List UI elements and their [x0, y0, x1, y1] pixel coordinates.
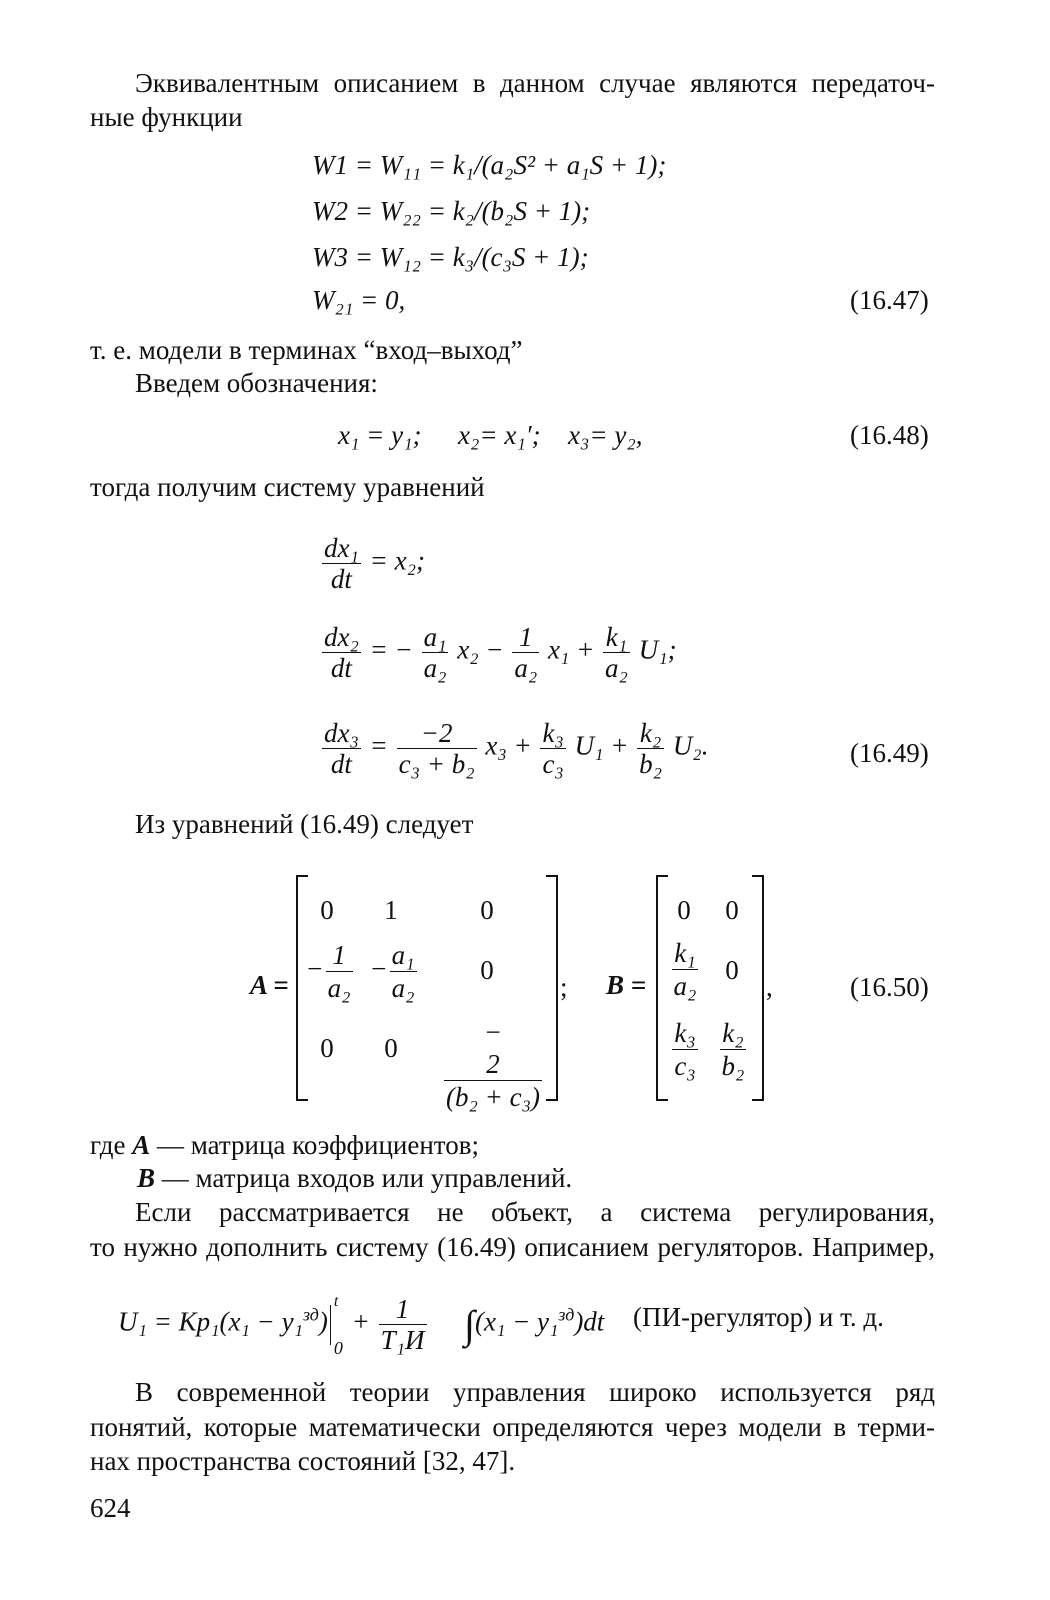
b31: $\frac{\text{k₃}}{\text{c₃}}$ — [674, 1018, 696, 1081]
eq-16-47-line-2: W2 = W₂₂ = k₂/(b₂S + 1); — [312, 196, 591, 226]
eq-16-49-line-3: $\frac{\text{dx₃}}{dt}$ = $\frac{-2}{\text{c₃ + b₂}}$ x₃ + $\frac{\text{k₃}}{\text{c₃}}$ U₁ + $\frac{\text{k₂}}{\text{b₂}}$ U₂. — [324, 718, 709, 779]
matrix-a-label: A = — [250, 970, 289, 1000]
page-number: 624 — [90, 1493, 131, 1523]
eq-16-47-line-3: W3 = W₁₂ = k₃/(c₃S + 1); — [312, 242, 589, 272]
intro-line-2: ные функции — [90, 102, 243, 132]
eq-16-49-line-2: $\frac{\text{dx₂}}{dt}$ = − $\frac{\text{a₁}}{\text{a₂}}$ x₂ − $\frac{1}{\text{a₂}}$ x₁ + $\frac{\text{k₁}}{\text{a₂}}$ U₁; — [324, 622, 677, 683]
eq-16-48-c: x₃= y₂, — [568, 420, 643, 450]
text-modern-line-3: нах пространства состояний [32, 47]. — [90, 1446, 516, 1476]
text-regulation-line-1: Если рассматривается не объект, а система регулирования, — [135, 1197, 935, 1227]
eq-number-16-49: (16.49) — [850, 738, 929, 768]
a22: − $\frac{\text{a₁}}{\text{a₂}}$ — [369, 940, 415, 1003]
text-modern-line-1: В современной теории управления широко используется ряд — [135, 1377, 935, 1407]
eq-pi-regulator: U₁ = Kp₁(x₁ − y₁$^{зд}$) t 0 + $\frac{1}{\text{T₁И}}$ ∫(x₁ − y₁$^{зд}$)dt — [118, 1292, 605, 1358]
frac-k1-a2: $\frac{\text{k₁}}{\text{a₂}}$ — [605, 622, 628, 683]
text-io-models: т. е. модели в терминах “вход–выход” — [90, 335, 523, 365]
symbol-b: B — [137, 1163, 156, 1193]
a31: 0 — [320, 1033, 334, 1063]
eval-bar: t 0 — [330, 1305, 345, 1345]
frac-dx1-dt: $\frac{\text{dx₁}}{dt}$ — [324, 533, 359, 594]
matrix-end-comma: , — [766, 972, 773, 1002]
integral-sign: ∫ — [464, 1302, 475, 1347]
matrix-separator: ; — [560, 972, 568, 1002]
frac-dx2-dt: $\frac{\text{dx₂}}{dt}$ — [324, 622, 359, 683]
eq-number-16-48: (16.48) — [850, 420, 929, 450]
symbol-a: A — [132, 1130, 151, 1160]
eq-16-48-a: x₁ = y₁; — [338, 420, 422, 450]
where-b-line: B — матрица входов или управлений. — [137, 1163, 573, 1193]
intro-line-1: Эквивалентным описанием в данном случае являются передаточ- — [135, 68, 935, 98]
b21: $\frac{\text{k₁}}{\text{a₂}}$ — [673, 938, 697, 1001]
b11: 0 — [677, 895, 691, 925]
pi-regulator-note: (ПИ-регулятор) и т. д. — [633, 1302, 884, 1332]
frac-1-t1i: $\frac{1}{\text{T₁И}}$ — [380, 1294, 425, 1355]
a23: 0 — [480, 955, 494, 985]
frac-1-a2: $\frac{1}{\text{a₂}}$ — [514, 622, 538, 683]
a33: − $\frac{2}{\text{(b₂ + c₃)}}$ — [446, 1017, 540, 1112]
where-a-line: где A — матрица коэффициентов; — [90, 1130, 479, 1160]
frac-k2-b2: $\frac{\text{k₂}}{\text{b₂}}$ — [639, 718, 663, 779]
a12: 1 — [384, 895, 398, 925]
matrix-a — [296, 875, 558, 1112]
text-follows: Из уравнений (16.49) следует — [135, 809, 474, 839]
frac-a1-a2: $\frac{\text{a₁}}{\text{a₂}}$ — [423, 622, 447, 683]
text-regulation-line-2: то нужно дополнить систему (16.49) описанием регуляторов. Например, — [90, 1232, 935, 1262]
frac-k3-c3: $\frac{\text{k₃}}{\text{c₃}}$ — [542, 718, 564, 779]
text-notation: Введем обозначения: — [135, 368, 378, 398]
text-modern-line-2: понятий, которые математически определяются через модели в терми- — [90, 1412, 935, 1442]
b12: 0 — [725, 895, 739, 925]
b22: 0 — [725, 955, 739, 985]
eq-16-47-line-4: W₂₁ = 0, — [312, 285, 406, 315]
eq-number-16-47: (16.47) — [850, 285, 929, 315]
eq-16-47-line-1: W1 = W₁₁ = k₁/(a₂S² + a₁S + 1); — [312, 150, 667, 180]
text-system: тогда получим систему уравнений — [90, 472, 485, 502]
a32: 0 — [384, 1033, 398, 1063]
b32: $\frac{\text{k₂}}{\text{b₂}}$ — [721, 1018, 745, 1081]
matrix-b-label: B = — [606, 970, 647, 1000]
matrix-b — [656, 875, 764, 1101]
eq-16-49-line-1: $\frac{\text{dx₁}}{dt}$ = x₂; — [324, 533, 425, 594]
a21: − $\frac{1}{\text{a₂}}$ — [305, 940, 351, 1003]
a11: 0 — [320, 895, 334, 925]
eq-16-48-b: x₂= x₁′; — [458, 420, 541, 450]
frac-dx3-dt: $\frac{\text{dx₃}}{dt}$ — [324, 718, 359, 779]
a13: 0 — [480, 895, 494, 925]
frac-minus2-c3b2: $\frac{-2}{\text{c₃ + b₂}}$ — [398, 718, 475, 779]
eq-number-16-50: (16.50) — [850, 972, 929, 1002]
